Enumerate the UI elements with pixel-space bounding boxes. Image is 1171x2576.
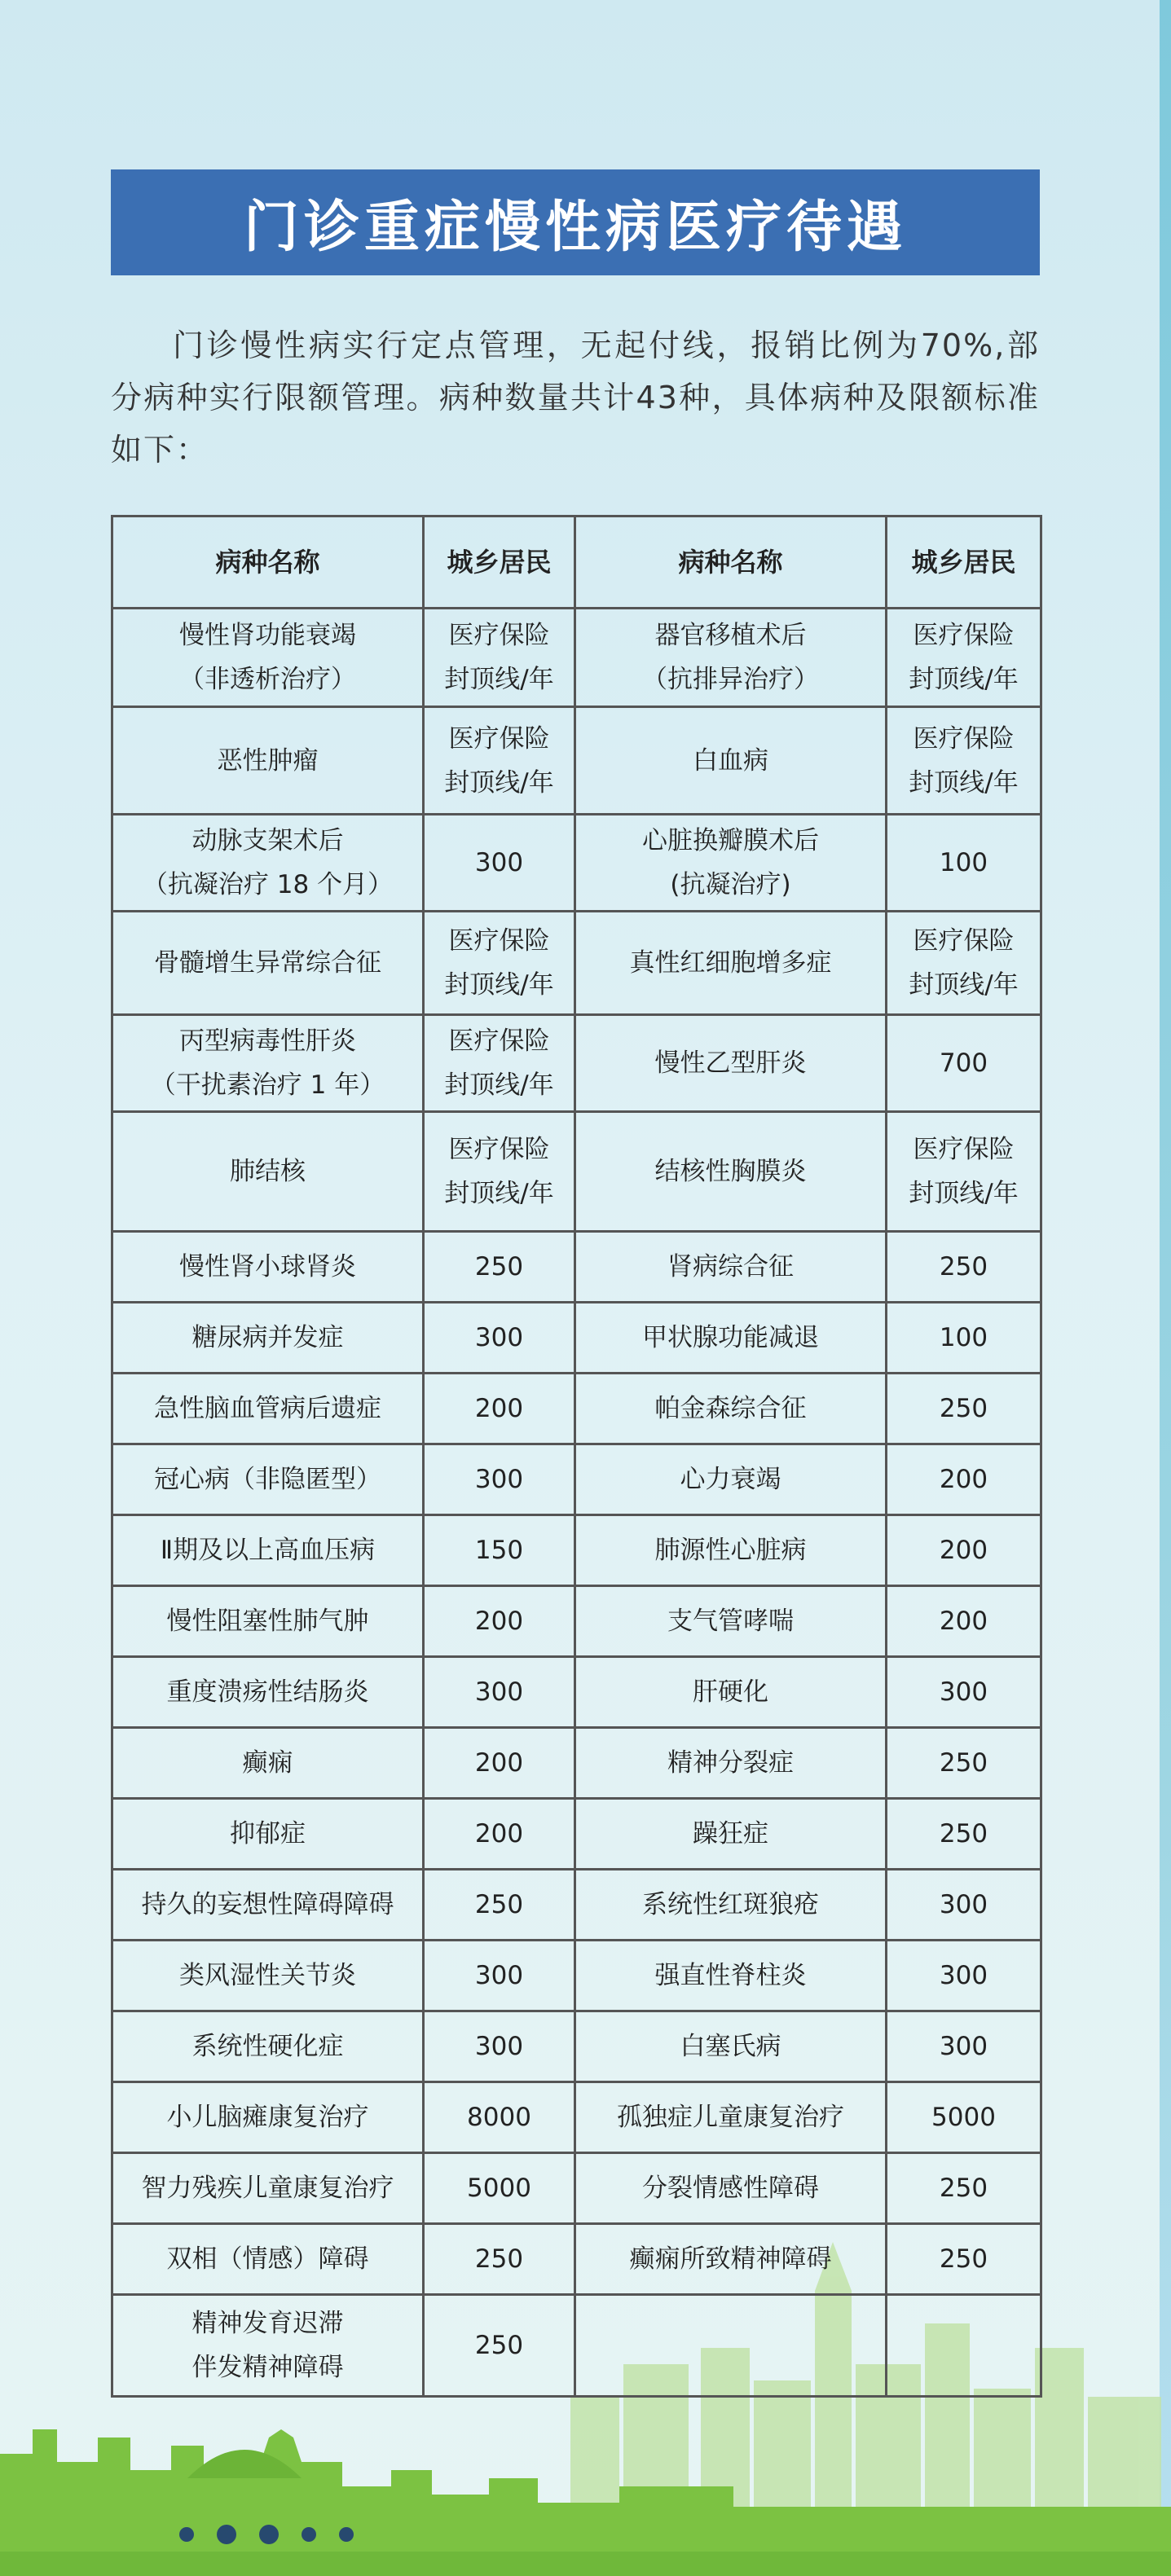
reimbursement-limit-cell	[887, 815, 1041, 912]
table-row	[112, 2224, 1041, 2295]
limit-value-line: 250	[939, 1819, 988, 1848]
reimbursement-limit-cell	[887, 1515, 1041, 1586]
limit-value-line: 200	[939, 1465, 988, 1494]
reimbursement-limit-cell	[424, 1303, 575, 1374]
limit-value-line: 医疗保险	[448, 1135, 550, 1164]
disease-name-line: 癫痫所致精神障碍	[629, 2244, 832, 2274]
disease-name-line: 器官移植术后	[654, 621, 807, 650]
limit-note-line: 封顶线/年	[444, 970, 554, 1000]
limit-value-line: 250	[474, 2244, 524, 2274]
disease-note-line: （抗排异治疗）	[642, 665, 819, 694]
disease-name-line: 支气管哮喘	[667, 1607, 794, 1636]
reimbursement-limit-cell	[887, 2224, 1041, 2295]
disease-name-cell	[575, 1015, 887, 1112]
disease-note-line: （干扰素治疗 1 年）	[150, 1070, 385, 1100]
limit-value-line: 医疗保险	[448, 1026, 550, 1056]
disease-name-line: 甲状腺功能减退	[642, 1323, 819, 1352]
limit-value-line: 250	[474, 1252, 524, 1281]
reimbursement-limit-cell	[887, 1015, 1041, 1112]
disease-name-line: 小儿脑瘫康复治疗	[166, 2103, 369, 2132]
limit-value-line: 300	[939, 2032, 988, 2061]
reimbursement-limit-cell	[887, 1444, 1041, 1515]
page-title: 门诊重症慢性病医疗待遇	[243, 195, 907, 260]
limit-value-line: 医疗保险	[448, 723, 550, 754]
disease-name-cell	[112, 1870, 424, 1941]
limit-value-line: 5000	[467, 2174, 531, 2203]
limit-value-line: 100	[939, 1323, 988, 1352]
disease-name-cell	[575, 1515, 887, 1586]
reimbursement-limit-cell	[424, 1941, 575, 2011]
disease-name-line: Ⅱ期及以上高血压病	[160, 1536, 376, 1565]
disease-name-line: 白塞氏病	[680, 2032, 781, 2061]
reimbursement-limit-cell	[424, 2153, 575, 2224]
limit-value-line: 250	[939, 2244, 988, 2274]
disease-name-line: 系统性红斑狼疮	[642, 1890, 819, 1919]
disease-name-line: 动脉支架术后	[191, 826, 344, 855]
disease-note-line: （抗凝治疗 18 个月）	[142, 870, 394, 899]
reimbursement-limit-cell	[424, 2011, 575, 2082]
disease-name-line: 肺源性心脏病	[654, 1536, 807, 1565]
limit-value-line: 250	[474, 2331, 524, 2360]
disease-name-cell	[112, 1232, 424, 1303]
disease-name-cell	[112, 1444, 424, 1515]
disease-name-line: 癫痫	[242, 1748, 293, 1778]
disease-name-line: 持久的妄想性障碍障碍	[141, 1890, 394, 1919]
disease-name-cell	[575, 1303, 887, 1374]
table-row	[112, 1444, 1041, 1515]
disease-name-cell	[575, 1112, 887, 1232]
disease-name-cell	[112, 1374, 424, 1444]
disease-name-line: 糖尿病并发症	[191, 1323, 344, 1352]
reimbursement-limit-cell	[424, 609, 575, 707]
disease-name-line: 精神发育迟滞	[191, 2309, 344, 2338]
reimbursement-limit-cell	[424, 815, 575, 912]
reimbursement-limit-cell	[887, 2011, 1041, 2082]
disease-name-cell	[112, 1515, 424, 1586]
disease-name-cell	[112, 1728, 424, 1799]
table-row	[112, 1657, 1041, 1728]
table-body	[112, 609, 1041, 2397]
limit-value-line: 医疗保险	[913, 1135, 1015, 1164]
reimbursement-limit-cell	[424, 1232, 575, 1303]
disease-name-line: 双相（情感）障碍	[166, 2244, 369, 2274]
disease-name-line: 冠心病（非隐匿型）	[154, 1465, 381, 1494]
disease-name-line: 肺结核	[230, 1157, 306, 1186]
disease-name-cell	[575, 2295, 887, 2397]
table-row	[112, 1728, 1041, 1799]
reimbursement-limit-cell	[424, 1444, 575, 1515]
limit-value-line: 250	[939, 1394, 988, 1423]
table-row	[112, 2153, 1041, 2224]
limit-value-line: 300	[939, 1890, 988, 1919]
disease-name-cell	[575, 2082, 887, 2153]
dot-icon	[302, 2527, 316, 2542]
reimbursement-limit-cell	[424, 1015, 575, 1112]
disease-name-line: 精神分裂症	[667, 1748, 794, 1778]
disease-name-line: 急性脑血管病后遗症	[154, 1394, 381, 1423]
disease-name-cell	[575, 1586, 887, 1657]
reimbursement-limit-cell	[424, 1799, 575, 1870]
disease-name-line: 慢性肾功能衰竭	[179, 621, 356, 650]
reimbursement-limit-cell	[887, 1941, 1041, 2011]
limit-value-line: 200	[474, 1819, 524, 1848]
limit-value-line: 200	[474, 1394, 524, 1423]
disease-name-cell	[112, 2082, 424, 2153]
limit-note-line: 封顶线/年	[444, 1070, 554, 1100]
disease-name-cell	[575, 815, 887, 912]
reimbursement-limit-cell	[424, 912, 575, 1015]
disease-name-cell	[575, 1728, 887, 1799]
title-banner	[111, 169, 1040, 275]
limit-value-line: 700	[939, 1048, 988, 1078]
table-header-row	[112, 517, 1041, 609]
reimbursement-limit-cell	[887, 1586, 1041, 1657]
table-row	[112, 1015, 1041, 1112]
disease-name-cell	[575, 1799, 887, 1870]
reimbursement-limit-cell	[887, 1728, 1041, 1799]
disease-name-line: 肝硬化	[693, 1677, 768, 1707]
disease-name-cell	[575, 2153, 887, 2224]
disease-name-line: 骨髓增生异常综合征	[154, 948, 381, 978]
disease-name-cell	[575, 1374, 887, 1444]
reimbursement-limit-cell	[424, 1586, 575, 1657]
limit-note-line: 封顶线/年	[909, 970, 1019, 1000]
disease-name-line: 帕金森综合征	[654, 1394, 807, 1423]
disease-name-line: 智力残疾儿童康复治疗	[141, 2174, 394, 2203]
reimbursement-limit-cell	[887, 2082, 1041, 2153]
disease-name-cell	[575, 1657, 887, 1728]
limit-value-line: 医疗保险	[448, 926, 550, 956]
limit-value-line: 医疗保险	[913, 621, 1015, 650]
disease-name-line: 强直性脊柱炎	[654, 1961, 807, 1990]
limit-note-line: 封顶线/年	[909, 767, 1019, 798]
limit-value-line: 8000	[467, 2103, 531, 2132]
disease-note-line: （非透析治疗）	[179, 665, 356, 694]
reimbursement-limit-cell	[887, 609, 1041, 707]
reimbursement-limit-cell	[424, 1112, 575, 1232]
reimbursement-limit-cell	[887, 1799, 1041, 1870]
table-row	[112, 1799, 1041, 1870]
limit-value-line: 5000	[931, 2103, 996, 2132]
header-disease-name-left: 病种名称	[112, 517, 424, 609]
dot-icon	[259, 2525, 279, 2544]
disease-name-line: 系统性硬化症	[191, 2032, 344, 2061]
reimbursement-limit-cell	[887, 2153, 1041, 2224]
disease-name-line: 分裂情感性障碍	[642, 2174, 819, 2203]
disease-name-cell	[112, 1941, 424, 2011]
table-row	[112, 2082, 1041, 2153]
table-row	[112, 1112, 1041, 1232]
disease-note-line: (抗凝治疗)	[670, 870, 791, 899]
limit-value-line: 100	[939, 848, 988, 877]
disease-name-cell	[575, 2011, 887, 2082]
limit-value-line: 300	[474, 1677, 524, 1707]
disease-name-cell	[575, 707, 887, 815]
disease-name-line: 肾病综合征	[667, 1252, 794, 1281]
disease-name-line: 白血病	[693, 745, 768, 776]
limit-note-line: 封顶线/年	[909, 665, 1019, 694]
reimbursement-limit-cell	[887, 1112, 1041, 1232]
reimbursement-limit-cell	[424, 2224, 575, 2295]
disease-name-line: 慢性阻塞性肺气肿	[166, 1607, 369, 1636]
reimbursement-limit-cell	[424, 1515, 575, 1586]
disease-name-cell	[112, 707, 424, 815]
limit-value-line: 200	[474, 1748, 524, 1778]
header-resident-left: 城乡居民	[424, 517, 575, 609]
limit-value-line: 250	[474, 1890, 524, 1919]
limit-value-line: 250	[939, 1748, 988, 1778]
reimbursement-limit-cell	[887, 1303, 1041, 1374]
disease-name-cell	[575, 2224, 887, 2295]
disease-name-line: 慢性肾小球肾炎	[179, 1252, 356, 1281]
limit-value-line: 医疗保险	[913, 723, 1015, 754]
disease-name-cell	[112, 2011, 424, 2082]
table-row	[112, 2011, 1041, 2082]
limit-value-line: 300	[939, 1677, 988, 1707]
table-row	[112, 1515, 1041, 1586]
disease-name-cell	[112, 1015, 424, 1112]
limit-note-line: 封顶线/年	[444, 767, 554, 798]
disease-name-cell	[112, 1586, 424, 1657]
disease-name-cell	[112, 1303, 424, 1374]
reimbursement-limit-cell	[424, 1374, 575, 1444]
table-row	[112, 1232, 1041, 1303]
disease-table	[111, 515, 1042, 2398]
intro-paragraph: 门诊慢性病实行定点管理，无起付线，报销比例为70%,部分病种实行限额管理。病种数量共计43种，具体病种及限额标准如下：	[111, 327, 1040, 468]
limit-value-line: 医疗保险	[913, 926, 1015, 956]
dot-icon	[339, 2527, 354, 2542]
disease-table-container	[111, 515, 1040, 2398]
limit-value-line: 200	[474, 1607, 524, 1636]
disease-name-line: 躁狂症	[693, 1819, 768, 1848]
reimbursement-limit-cell	[887, 1374, 1041, 1444]
disease-name-line: 心脏换瓣膜术后	[642, 826, 819, 855]
limit-value-line: 250	[939, 1252, 988, 1281]
limit-value-line: 医疗保险	[448, 621, 550, 650]
reimbursement-limit-cell	[887, 1657, 1041, 1728]
disease-name-line: 抑郁症	[230, 1819, 306, 1848]
table-row	[112, 1303, 1041, 1374]
reimbursement-limit-cell	[887, 2295, 1041, 2397]
disease-name-cell	[575, 912, 887, 1015]
limit-note-line: 封顶线/年	[444, 1179, 554, 1208]
limit-note-line: 封顶线/年	[909, 1179, 1019, 1208]
limit-value-line: 150	[474, 1536, 524, 1565]
limit-value-line: 300	[474, 1465, 524, 1494]
disease-name-line: 重度溃疡性结肠炎	[166, 1677, 369, 1707]
table-row	[112, 1941, 1041, 2011]
page-edge-strip	[1160, 0, 1171, 2576]
table-row	[112, 609, 1041, 707]
disease-name-line: 类风湿性关节炎	[179, 1961, 356, 1990]
table-row	[112, 707, 1041, 815]
limit-value-line: 300	[939, 1961, 988, 1990]
reimbursement-limit-cell	[424, 707, 575, 815]
disease-name-cell	[112, 1112, 424, 1232]
table-row	[112, 815, 1041, 912]
reimbursement-limit-cell	[424, 1728, 575, 1799]
disease-name-cell	[112, 912, 424, 1015]
disease-name-cell	[575, 1444, 887, 1515]
disease-name-cell	[112, 2224, 424, 2295]
limit-value-line: 300	[474, 848, 524, 877]
limit-value-line: 250	[939, 2174, 988, 2203]
reimbursement-limit-cell	[424, 1870, 575, 1941]
header-disease-name-right: 病种名称	[575, 517, 887, 609]
disease-name-cell	[112, 1657, 424, 1728]
disease-name-line: 心力衰竭	[680, 1465, 781, 1494]
disease-name-cell	[575, 1941, 887, 2011]
table-row	[112, 912, 1041, 1015]
limit-value-line: 200	[939, 1607, 988, 1636]
reimbursement-limit-cell	[424, 2295, 575, 2397]
disease-name-cell	[575, 1870, 887, 1941]
limit-value-line: 300	[474, 1323, 524, 1352]
table-row	[112, 1586, 1041, 1657]
disease-name-line: 真性红细胞增多症	[629, 948, 832, 978]
header-resident-right: 城乡居民	[887, 517, 1041, 609]
reimbursement-limit-cell	[887, 1870, 1041, 1941]
reimbursement-limit-cell	[424, 2082, 575, 2153]
disease-name-cell	[112, 2295, 424, 2397]
table-row	[112, 2295, 1041, 2397]
limit-value-line: 200	[939, 1536, 988, 1565]
disease-name-line: 慢性乙型肝炎	[654, 1048, 807, 1078]
disease-name-cell	[575, 609, 887, 707]
limit-note-line: 封顶线/年	[444, 665, 554, 694]
dot-icon	[179, 2527, 194, 2542]
disease-name-line: 恶性肿瘤	[217, 745, 319, 776]
reimbursement-limit-cell	[887, 707, 1041, 815]
disease-name-line: 孤独症儿童康复治疗	[617, 2103, 844, 2132]
decorative-dots	[179, 2527, 354, 2544]
disease-name-cell	[112, 1799, 424, 1870]
disease-name-cell	[112, 815, 424, 912]
table-row	[112, 1870, 1041, 1941]
limit-value-line: 300	[474, 2032, 524, 2061]
limit-value-line: 300	[474, 1961, 524, 1990]
table-row	[112, 1374, 1041, 1444]
disease-name-cell	[112, 609, 424, 707]
reimbursement-limit-cell	[887, 1232, 1041, 1303]
disease-name-line: 丙型病毒性肝炎	[179, 1026, 356, 1056]
reimbursement-limit-cell	[887, 912, 1041, 1015]
disease-name-cell	[575, 1232, 887, 1303]
reimbursement-limit-cell	[424, 1657, 575, 1728]
disease-note-line: 伴发精神障碍	[191, 2353, 344, 2382]
disease-name-cell	[112, 2153, 424, 2224]
disease-name-line: 结核性胸膜炎	[654, 1157, 807, 1186]
dot-icon	[217, 2525, 236, 2544]
